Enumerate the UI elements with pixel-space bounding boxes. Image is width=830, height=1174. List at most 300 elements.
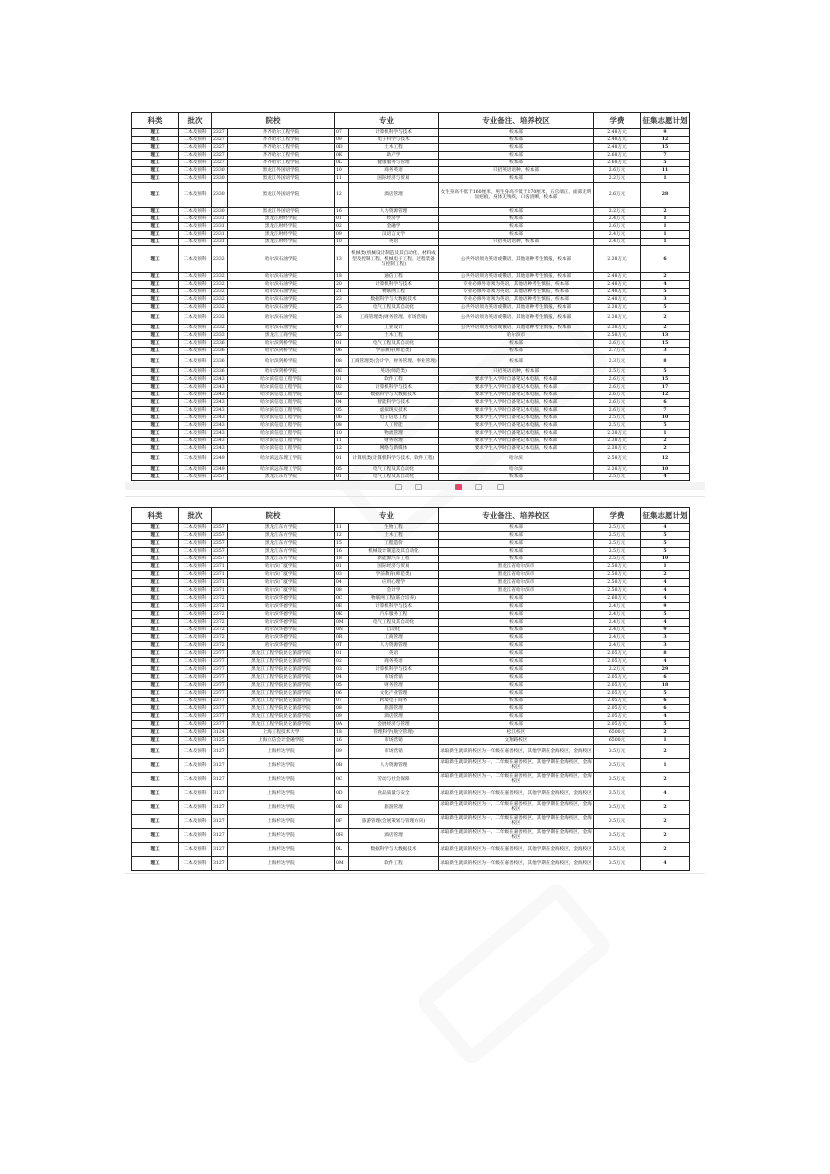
table-row (132, 347, 690, 355)
tuition: 2.6万元 (594, 383, 641, 391)
major-name: 虚拟现实技术 (349, 406, 439, 414)
major-name: 市场营销 (349, 744, 439, 758)
major-name: 商务英语 (349, 167, 439, 175)
batch: 二本及预科 (179, 466, 212, 474)
batch: 二本及预科 (179, 280, 212, 288)
rotate-icon[interactable] (497, 484, 504, 490)
major-name: 计算机科学与技术 (349, 383, 439, 391)
major-code: 02 (335, 658, 349, 666)
tuition: 6500元 (594, 729, 641, 737)
fit-page-icon[interactable] (415, 484, 422, 490)
tuition: 2.5万元 (594, 539, 641, 547)
watermark-shape (414, 880, 615, 1068)
major-code: 08 (335, 587, 349, 595)
batch: 二本及预科 (179, 828, 212, 842)
major-code: 0E (335, 602, 349, 610)
page-icon[interactable] (395, 484, 402, 490)
school-name: 黑龙江外国语学院 (228, 207, 335, 215)
major-code: 0M (335, 618, 349, 626)
school-code: 2331 (212, 215, 228, 223)
major-remarks: 公共外语须为英语或俄语，其他语种考生慎报，校本部 (439, 304, 594, 312)
school-name: 哈尔滨信息工程学院 (228, 383, 335, 391)
school-code: 2377 (212, 705, 228, 713)
batch: 二本及预科 (179, 175, 212, 183)
plan-count: 5 (641, 531, 690, 539)
batch: 二本及预科 (179, 634, 212, 642)
category: 理工 (132, 376, 179, 384)
tuition: 2.58万元 (594, 579, 641, 587)
batch: 二本及预科 (179, 296, 212, 304)
plan-count: 7 (641, 406, 690, 414)
header-plan: 征集志愿计划 (641, 113, 690, 129)
plan-count: 1 (641, 230, 690, 238)
school-name: 黑龙江工程学院昆仑旅游学院 (228, 650, 335, 658)
category: 理工 (132, 230, 179, 238)
plan-count: 6 (641, 246, 690, 273)
plan-count: 3 (641, 347, 690, 355)
major-name: 工商管理类(会计学、财务管理、事业管理) (349, 355, 439, 368)
batch: 二本及预科 (179, 399, 212, 407)
tuition: 3.5万元 (594, 772, 641, 786)
batch: 二本及预科 (179, 856, 212, 870)
major-code: 07 (335, 697, 349, 705)
major-remarks: 校本部 (439, 152, 594, 160)
school-name: 哈尔滨远东理工学院 (228, 453, 335, 466)
school-code: 3127 (212, 744, 228, 758)
highlight-icon[interactable] (455, 484, 462, 490)
school-code: 3124 (212, 729, 228, 737)
major-name: 学前教育(师范类) (349, 571, 439, 579)
category: 理工 (132, 223, 179, 231)
plan-count: 12 (641, 453, 690, 466)
major-remarks: 校本部 (439, 175, 594, 183)
crop-icon[interactable] (475, 484, 482, 490)
major-code: 04 (335, 579, 349, 587)
school-code: 2332 (212, 304, 228, 312)
school-name: 哈尔滨信息工程学院 (228, 406, 335, 414)
plan-count: 2 (641, 207, 690, 215)
category: 理工 (132, 642, 179, 650)
major-name: 新能源汽车工程 (349, 555, 439, 563)
school-code: 3127 (212, 814, 228, 828)
school-name: 哈尔滨华德学院 (228, 642, 335, 650)
major-remarks: 校本部 (439, 347, 594, 355)
plan-count: 5 (641, 721, 690, 729)
table-row (132, 152, 690, 160)
batch: 二本及预科 (179, 207, 212, 215)
table-row (132, 422, 690, 430)
major-code: 0L (335, 159, 349, 167)
table-row (132, 737, 690, 745)
table-row (132, 207, 690, 215)
plan-count: 12 (641, 391, 690, 399)
batch: 二本及预科 (179, 842, 212, 856)
major-name: 会计学 (349, 587, 439, 595)
school-name: 黑龙江工程学院昆仑旅游学院 (228, 697, 335, 705)
school-code: 2371 (212, 563, 228, 571)
tuition: 2.6万元 (594, 223, 641, 231)
table-row (132, 650, 690, 658)
category: 理工 (132, 595, 179, 603)
tuition: 2.2万元 (594, 207, 641, 215)
tuition: 2.2万元 (594, 175, 641, 183)
major-remarks: 哈尔滨 (439, 453, 594, 466)
major-name: 软件工程 (349, 856, 439, 870)
batch: 二本及预科 (179, 610, 212, 618)
batch: 二本及预科 (179, 332, 212, 340)
batch: 二本及预科 (179, 531, 212, 539)
table-row (132, 729, 690, 737)
plan-count: 9 (641, 626, 690, 634)
school-name: 上海杉达学院 (228, 744, 335, 758)
category: 理工 (132, 238, 179, 246)
plan-count: 4 (641, 579, 690, 587)
plan-count: 5 (641, 422, 690, 430)
plan-count: 3 (641, 634, 690, 642)
major-remarks: 录取新生就读的校区为一、二年级在嘉善校区，其他学期在金海校区，金海校区 (440, 816, 592, 827)
major-code: 06 (335, 689, 349, 697)
tuition: 2.4万元 (594, 618, 641, 626)
category: 理工 (132, 626, 179, 634)
major-name: 自动化 (349, 626, 439, 634)
major-code: 0C (335, 595, 349, 603)
school-name: 齐齐哈尔工程学院 (228, 152, 335, 160)
major-code: 07 (335, 129, 349, 137)
batch: 二本及预科 (179, 129, 212, 137)
category: 理工 (132, 705, 179, 713)
major-remarks: 校本部 (439, 223, 594, 231)
major-code: 04 (335, 673, 349, 681)
tuition: 2.05万元 (594, 650, 641, 658)
batch: 二本及预科 (179, 547, 212, 555)
plan-count: 10 (641, 414, 690, 422)
major-remarks: 校本部 (439, 539, 594, 547)
major-name: 学前教育(师范类) (349, 347, 439, 355)
major-code: 01 (335, 563, 349, 571)
school-name: 哈尔滨华德学院 (228, 634, 335, 642)
category: 理工 (132, 800, 179, 814)
major-name: 汉语言文学 (349, 230, 439, 238)
plan-count: 8 (641, 650, 690, 658)
tuition: 3.5万元 (594, 758, 641, 772)
category: 理工 (132, 737, 179, 745)
major-code: 15 (335, 539, 349, 547)
school-code: 2377 (212, 697, 228, 705)
major-name: 商务英语 (349, 658, 439, 666)
school-code: 3127 (212, 842, 228, 856)
major-code: 08 (335, 355, 349, 368)
major-code: 03 (335, 391, 349, 399)
major-name: 电气工程及其自动化 (349, 340, 439, 348)
category: 理工 (132, 399, 179, 407)
tuition: 2.4万元 (594, 230, 641, 238)
batch: 二本及预科 (179, 368, 212, 376)
batch: 二本及预科 (179, 445, 212, 453)
table-row (132, 587, 690, 595)
major-code: 0R (335, 634, 349, 642)
header-batch: 批次 (179, 508, 212, 524)
school-name: 哈尔滨石油学院 (228, 280, 335, 288)
tuition: 2.6万元 (594, 182, 641, 207)
school-name: 哈尔滨广厦学院 (228, 579, 335, 587)
school-code: 2332 (212, 324, 228, 332)
plan-count: 4 (641, 618, 690, 626)
major-remarks: 要求学生入学时自备笔记本电脑，校本部 (439, 383, 594, 391)
category: 理工 (132, 207, 179, 215)
school-code: 2377 (212, 681, 228, 689)
tuition: 2.6万元 (594, 406, 641, 414)
major-name: 人力资源管理 (349, 207, 439, 215)
batch: 二本及预科 (179, 182, 212, 207)
plan-count: 6 (641, 697, 690, 705)
school-code: 2343 (212, 376, 228, 384)
major-code: 0N (335, 626, 349, 634)
plan-count: 15 (641, 376, 690, 384)
table-row (132, 332, 690, 340)
plan-count: 5 (641, 610, 690, 618)
plan-count: 3 (641, 642, 690, 650)
plan-count: 2 (641, 814, 690, 828)
category: 理工 (132, 563, 179, 571)
major-code: 16 (335, 547, 349, 555)
major-remarks: 专业必修外语须为英语，其他语种考生慎报，校本部 (439, 280, 594, 288)
major-code: 02 (335, 383, 349, 391)
major-code: 0E (335, 368, 349, 376)
plan-count: 4 (641, 713, 690, 721)
school-code: 2377 (212, 666, 228, 674)
major-code: 13 (335, 246, 349, 273)
table-row (132, 296, 690, 304)
major-name: 旅游管理 (349, 705, 439, 713)
tuition: 2.5万元 (594, 555, 641, 563)
tuition: 2.05万元 (594, 689, 641, 697)
category: 理工 (132, 422, 179, 430)
major-name: 旅游管理(会展策划与管理方向) (349, 814, 439, 828)
school-code: 2331 (212, 223, 228, 231)
tuition: 2.5万元 (594, 531, 641, 539)
major-code: 0A (335, 721, 349, 729)
tuition: 2.5万元 (594, 414, 641, 422)
tuition: 2.48万元 (594, 273, 641, 281)
major-code: 01 (335, 376, 349, 384)
table-row (132, 642, 690, 650)
school-name: 哈尔滨远东理工学院 (228, 466, 335, 474)
major-name: 金融学 (349, 223, 439, 231)
tuition: 3.5万元 (594, 786, 641, 800)
batch: 二本及预科 (179, 642, 212, 650)
school-code: 3127 (212, 828, 228, 842)
school-name: 上海杉达学院 (228, 842, 335, 856)
batch: 二本及预科 (179, 152, 212, 160)
category: 理工 (132, 152, 179, 160)
major-code: 04 (335, 399, 349, 407)
table-row (132, 666, 690, 674)
tuition: 2.05万元 (594, 673, 641, 681)
category: 理工 (132, 167, 179, 175)
category: 理工 (132, 311, 179, 324)
tuition: 2.05万元 (594, 713, 641, 721)
major-code: 20 (335, 280, 349, 288)
major-remarks: 公共外语须为英语或俄语，其他语种考生慎报，校本部 (439, 246, 594, 273)
school-code: 2332 (212, 280, 228, 288)
major-name: 工程造价 (349, 539, 439, 547)
category: 理工 (132, 744, 179, 758)
school-name: 哈尔滨信息工程学院 (228, 414, 335, 422)
batch: 二本及预科 (179, 453, 212, 466)
batch: 二本及预科 (179, 713, 212, 721)
major-name: 工商管理 (349, 634, 439, 642)
category: 理工 (132, 634, 179, 642)
batch: 二本及预科 (179, 800, 212, 814)
plan-count: 5 (641, 368, 690, 376)
school-name: 哈尔滨信息工程学院 (228, 445, 335, 453)
plan-count: 1 (641, 215, 690, 223)
major-code: 0K (335, 152, 349, 160)
major-name: 跨境电子商务 (349, 697, 439, 705)
major-name: 人工智能 (349, 422, 439, 430)
table-row (132, 658, 690, 666)
school-name: 齐齐哈尔工程学院 (228, 144, 335, 152)
table-row (132, 429, 690, 437)
plan-count: 2 (641, 437, 690, 445)
table-row (132, 230, 690, 238)
school-name: 黑龙江财经学院 (228, 238, 335, 246)
major-remarks: 录取新生就读的校区为一、二年级在嘉善校区，其他学期在金海校区，金海校区 (440, 760, 592, 771)
category: 理工 (132, 280, 179, 288)
major-name: 电子信息工程 (349, 414, 439, 422)
batch: 二本及预科 (179, 376, 212, 384)
major-name: 计算机类(计算机科学与技术、软件工程) (349, 453, 439, 466)
tuition: 2.05万元 (594, 697, 641, 705)
school-code: 2377 (212, 713, 228, 721)
plan-count: 7 (641, 152, 690, 160)
school-name: 黑龙江东方学院 (228, 555, 335, 563)
major-name: 数据科学与大数据技术 (349, 842, 439, 856)
school-name: 黑龙江工程学院昆仑旅游学院 (228, 666, 335, 674)
category: 理工 (132, 355, 179, 368)
major-remarks: 哈尔滨 (439, 466, 594, 474)
viewer-toolbar (125, 482, 705, 490)
school-code: 2332 (212, 296, 228, 304)
tuition: 2.6万元 (594, 167, 641, 175)
school-name: 哈尔滨剑桥学院 (228, 368, 335, 376)
major-remarks: 校本部 (439, 697, 594, 705)
school-code: 2377 (212, 658, 228, 666)
plan-count: 4 (641, 856, 690, 870)
school-code: 2349 (212, 466, 228, 474)
major-name: 健康服务与管理 (349, 159, 439, 167)
major-name: 机械类(机械设计制造及其自动化、材料成型及控制工程、机械电子工程、过程装备与控制工程) (349, 246, 439, 273)
tuition: 2.48万元 (594, 288, 641, 296)
school-name: 上海杉达学院 (228, 786, 335, 800)
category: 理工 (132, 524, 179, 532)
major-name: 酒店管理 (349, 828, 439, 842)
major-code: 09 (335, 230, 349, 238)
category: 理工 (132, 658, 179, 666)
major-remarks: 校本部 (439, 689, 594, 697)
major-remarks: 校本部 (439, 626, 594, 634)
major-name: 智能科学与技术 (349, 399, 439, 407)
major-name: 生物工程 (349, 524, 439, 532)
school-code: 2371 (212, 579, 228, 587)
school-name: 黑龙江工商学院 (228, 332, 335, 340)
table-row (132, 705, 690, 713)
school-code: 2372 (212, 602, 228, 610)
major-remarks: 校本部 (439, 473, 594, 481)
batch: 二本及预科 (179, 324, 212, 332)
major-name: 文化产业管理 (349, 689, 439, 697)
major-remarks: 要求学生入学时自备笔记本电脑，校本部 (439, 445, 594, 453)
school-code: 2371 (212, 587, 228, 595)
major-remarks: 校本部 (439, 658, 594, 666)
major-code: 47 (335, 324, 349, 332)
school-name: 上海杉达学院 (228, 800, 335, 814)
table-row (132, 524, 690, 532)
school-name: 黑龙江工程学院昆仑旅游学院 (228, 681, 335, 689)
school-name: 黑龙江外国语学院 (228, 182, 335, 207)
school-code: 2372 (212, 642, 228, 650)
school-name: 黑龙江工程学院昆仑旅游学院 (228, 713, 335, 721)
major-code: 12 (335, 445, 349, 453)
tuition: 2.48万元 (594, 136, 641, 144)
tuition: 2.5万元 (594, 547, 641, 555)
table-row (132, 673, 690, 681)
batch: 二本及预科 (179, 697, 212, 705)
school-name: 哈尔滨广厦学院 (228, 571, 335, 579)
major-name: 计算机科学与技术 (349, 666, 439, 674)
batch: 二本及预科 (179, 758, 212, 772)
school-name: 哈尔滨信息工程学院 (228, 391, 335, 399)
major-name: 工业设计 (349, 324, 439, 332)
school-name: 黑龙江东方学院 (228, 473, 335, 481)
school-name: 上海工程技术大学 (228, 729, 335, 737)
major-remarks: 松江校区 (439, 729, 594, 737)
tuition: 2.4万元 (594, 610, 641, 618)
school-code: 2372 (212, 626, 228, 634)
school-code: 2371 (212, 571, 228, 579)
school-name: 哈尔滨华德学院 (228, 602, 335, 610)
batch: 二本及预科 (179, 563, 212, 571)
major-code: 03 (335, 666, 349, 674)
major-name: 财务管理 (349, 681, 439, 689)
category: 理工 (132, 368, 179, 376)
batch: 二本及预科 (179, 383, 212, 391)
category: 理工 (132, 332, 179, 340)
major-name: 英语 (349, 650, 439, 658)
table-row (132, 280, 690, 288)
school-name: 哈尔滨华德学院 (228, 610, 335, 618)
school-name: 黑龙江工程学院昆仑旅游学院 (228, 705, 335, 713)
plan-count: 10 (641, 555, 690, 563)
school-code: 2372 (212, 610, 228, 618)
major-remarks: 要求学生入学时自备笔记本电脑，校本部 (439, 376, 594, 384)
category: 理工 (132, 288, 179, 296)
batch: 二本及预科 (179, 772, 212, 786)
category: 理工 (132, 828, 179, 842)
major-remarks: 录取新生就读的校区为一、二年级在嘉善校区，其他学期在金海校区，金海校区 (440, 774, 592, 785)
school-code: 2343 (212, 437, 228, 445)
major-code: 01 (335, 473, 349, 481)
tuition: 2.4万元 (594, 238, 641, 246)
school-code: 2332 (212, 288, 228, 296)
batch: 二本及预科 (179, 230, 212, 238)
plan-count: 2 (641, 729, 690, 737)
school-code: 2331 (212, 238, 228, 246)
major-name: 财务管理 (349, 437, 439, 445)
batch: 二本及预科 (179, 681, 212, 689)
header-school: 院校 (212, 113, 335, 129)
category: 理工 (132, 246, 179, 273)
